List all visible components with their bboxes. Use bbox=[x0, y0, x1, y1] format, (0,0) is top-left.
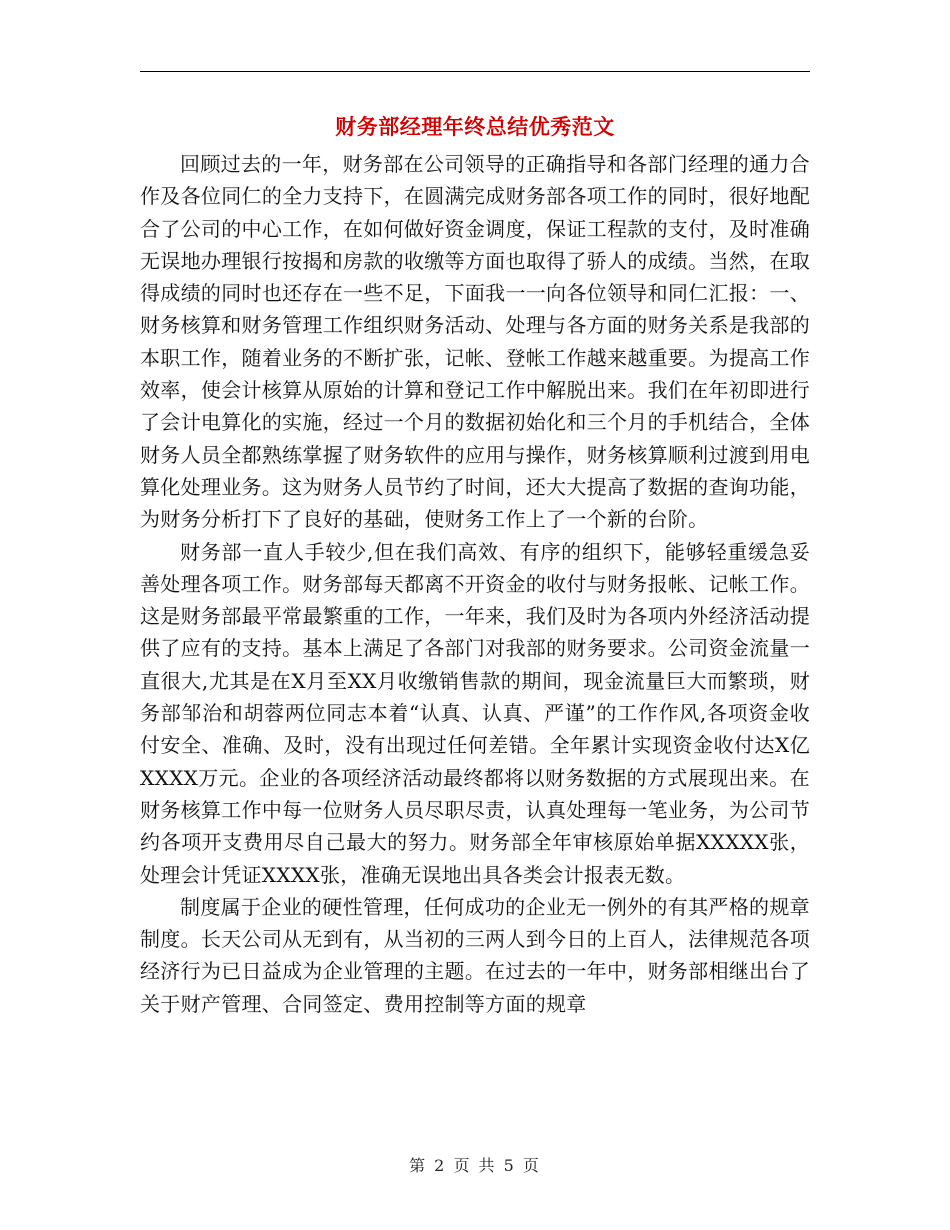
paragraph-3: 制度属于企业的硬性管理，任何成功的企业无一例外的有其严格的规章制度。长天公司从无到有，从当初的三两人到今日的上百人，法律规范各项经济行为已日益成为企业管理的主题。在过去的一年中，财务部相继出台了关于财产管理、合同签定、费用控制等方面的规章 bbox=[140, 894, 810, 1016]
paragraph-1: 回顾过去的一年，财务部在公司领导的正确指导和各部门经理的通力合作及各位同仁的全力支持下，在圆满完成财务部各项工作的同时，很好地配合了公司的中心工作，在如何做好资金调度，保证工程款的支付，及时准确无误地办理银行按揭和房款的收缴等方面也取得了骄人的成绩。当然，在取得成绩的同时也还存在一些不足，下面我一一向各位领导和同仁汇报：一、财务核算和财务管理工作组织财务活动、处理与各方面的财务关系是我部的本职工作，随着业务的不断扩张，记帐、登帐工作越来越重要。为提高工作效率，使会计核算从原始的计算和登记工作中解脱出来。我们在年初即进行了会计电算化的实施，经过一个月的数据初始化和三个月的手机结合，全体财务人员全都熟练掌握了财务软件的应用与操作，财务核算顺利过渡到用电算化处理业务。这为财务人员节约了时间，还大大提高了数据的查询功能，为财务分析打下了良好的基础，使财务工作上了一个新的台阶。 bbox=[140, 152, 810, 532]
document-body bbox=[140, 148, 810, 1020]
page-number-footer: 第 2 页 共 5 页 bbox=[409, 1156, 541, 1175]
header-rule bbox=[140, 71, 810, 72]
paragraph-2: 财务部一直人手较少,但在我们高效、有序的组织下，能够轻重缓急妥善处理各项工作。财务部每天都离不开资金的收付与财务报帐、记帐工作。这是财务部最平常最繁重的工作，一年来，我们及时为各项内外经济活动提供了应有的支持。基本上满足了各部门对我部的财务要求。公司资金流量一直很大,尤其是在X月至XX月收缴销售款的期间，现金流量巨大而繁琐，财务部邹治和胡蓉两位同志本着“认真、认真、严谨”的工作作风,各项资金收付安全、准确、及时，没有出现过任何差错。全年累计实现资金收付达X亿XXXX万元。企业的各项经济活动最终都将以财务数据的方式展现出来。在财务核算工作中每一位财务人员尽职尽责，认真处理每一笔业务，为公司节约各项开支费用尽自己最大的努力。财务部全年审核原始单据XXXXX张，处理会计凭证XXXX张，准确无误地出具各类会计报表无数。 bbox=[140, 539, 810, 887]
document-title: 财务部经理年终总结优秀范文 bbox=[335, 114, 615, 139]
